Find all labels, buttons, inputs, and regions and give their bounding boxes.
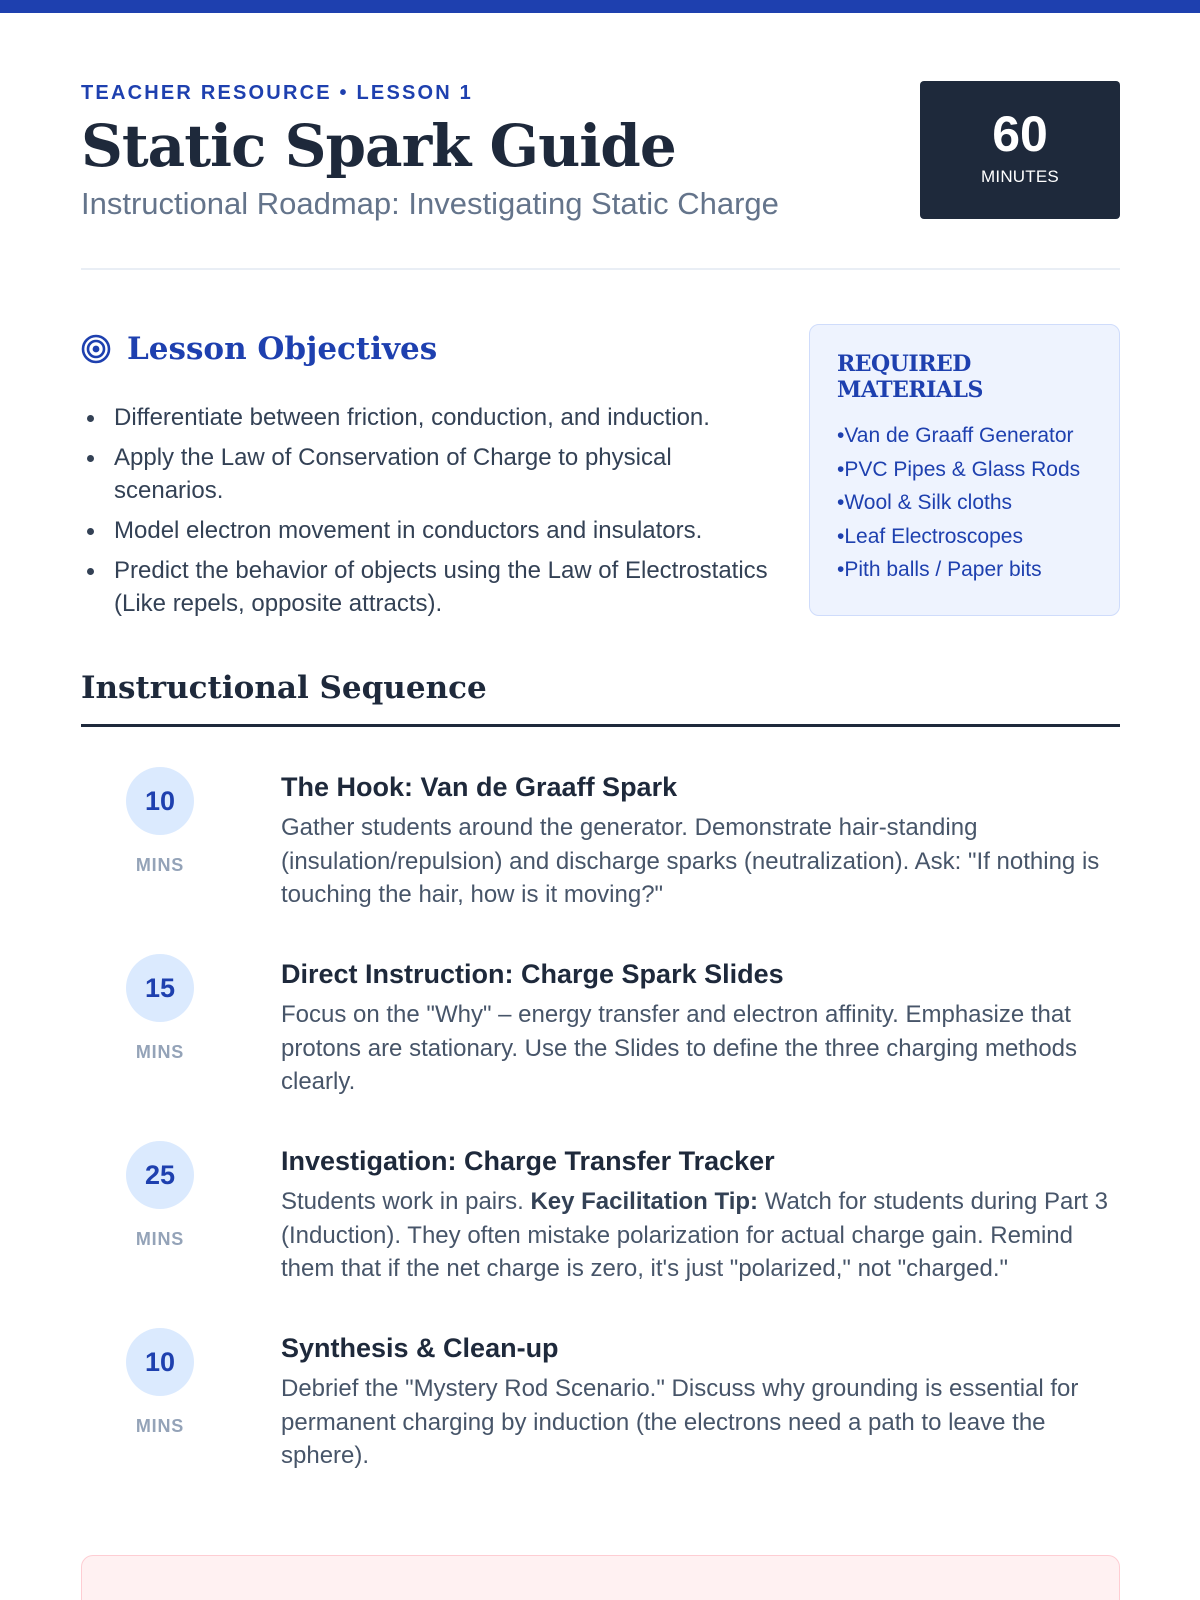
facilitation-tip-label: Key Facilitation Tip: [530, 1188, 759, 1215]
step-title: Direct Instruction: Charge Spark Slides [281, 959, 784, 989]
step-body [281, 954, 1120, 1099]
step-minutes-unit: MINS [135, 1042, 185, 1062]
duration-value: 60 [992, 106, 1048, 162]
step-description-tip: Watch for students during Part 3 (Induction). They often mistake polarization for actual charge gain. Remind them that if the net charge is zero, it's just "polarized," not "charged." [281, 1188, 1108, 1282]
sequence-title: Instructional Sequence [81, 670, 487, 706]
step-minutes-badge: 10 [126, 767, 194, 835]
objectives-heading [81, 325, 781, 373]
step-body [281, 1141, 1120, 1286]
step-minutes-unit: MINS [135, 1416, 185, 1436]
step-time [126, 954, 194, 1063]
lesson-objectives [81, 325, 781, 627]
objectives-title: Lesson Objectives [127, 331, 438, 367]
step-minutes-badge: 15 [126, 954, 194, 1022]
objective-item: Predict the behavior of objects using the Law of Electrostatics (Like repels, opposite attracts). [81, 554, 781, 620]
step-description: Gather students around the generator. Demonstrate hair-standing (insulation/repulsion) and discharge sparks (neutralization). Ask: "If nothing is touching the hair, how is it moving?" [281, 814, 1100, 908]
step-body [281, 1328, 1120, 1473]
step-minutes-unit: MINS [135, 855, 185, 875]
eyebrow-label: TEACHER RESOURCE • LESSON 1 [81, 82, 474, 104]
step-description-lead: Students work in pairs. [281, 1188, 524, 1215]
duration-badge [920, 81, 1120, 219]
step-description: Debrief the "Mystery Rod Scenario." Discuss why grounding is essential for permanent charging by induction (the electrons need a path to leave the sphere). [281, 1375, 1079, 1469]
target-icon [81, 334, 111, 364]
notice-panel [81, 1555, 1120, 1600]
step-description [281, 1185, 1120, 1286]
step-minutes-unit: MINS [135, 1229, 185, 1249]
duration-unit: MINUTES [981, 167, 1059, 186]
step-time [126, 1141, 194, 1250]
material-item: • Pith balls / Paper bits [837, 553, 1119, 587]
page-title: Static Spark Guide [81, 112, 676, 180]
objective-item: Differentiate between friction, conduction, and induction. [81, 401, 781, 434]
required-materials-panel [809, 324, 1120, 616]
step-body [281, 767, 1120, 912]
material-item: • Leaf Electroscopes [837, 520, 1119, 554]
page-subtitle: Instructional Roadmap: Investigating Static Charge [81, 186, 779, 221]
step-time [126, 767, 194, 876]
page-header [81, 80, 1120, 270]
step-time [126, 1328, 194, 1437]
objective-item: Model electron movement in conductors and insulators. [81, 514, 781, 547]
step-minutes-badge: 10 [126, 1328, 194, 1396]
material-item: • PVC Pipes & Glass Rods [837, 453, 1119, 487]
step-title: Investigation: Charge Transfer Tracker [281, 1146, 775, 1176]
sequence-heading [81, 670, 1120, 727]
step-description: Focus on the "Why" – energy transfer and electron affinity. Emphasize that protons are stationary. Use the Slides to define the three charging methods clearly. [281, 1001, 1078, 1095]
materials-title: REQUIRED MATERIALS [837, 351, 983, 403]
top-accent-bar [0, 0, 1200, 13]
objective-item: Apply the Law of Conservation of Charge to physical scenarios. [81, 441, 781, 507]
step-minutes-badge: 25 [126, 1141, 194, 1209]
material-item: • Wool & Silk cloths [837, 486, 1119, 520]
material-item: • Van de Graaff Generator [837, 419, 1119, 453]
step-title: The Hook: Van de Graaff Spark [281, 772, 678, 802]
objectives-list [81, 401, 781, 620]
materials-list [837, 419, 1119, 587]
step-title: Synthesis & Clean-up [281, 1333, 559, 1363]
